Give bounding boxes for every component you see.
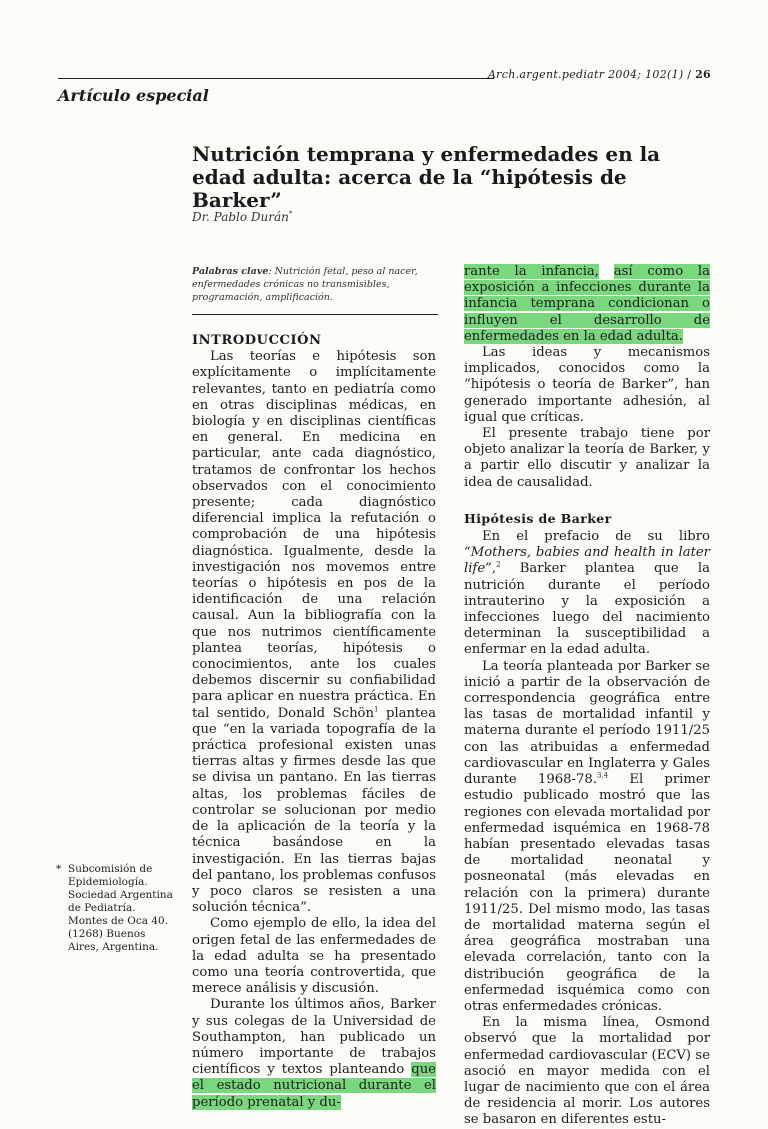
intro-heading: INTRODUCCIÓN: [192, 333, 322, 348]
osmond-paragraph: En la misma línea, Osmond observó que la mortalidad por enfermedad cardiovascular (ECV) se asoció en mayor medida con el lugar de nacimiento que con el área de residencia al morir. Los autores se basaron en diferentes estu-: [464, 1015, 710, 1128]
footnote-marker: *: [56, 863, 62, 875]
highlight-prenatal: que el estado nutricional durante el período prenatal y du-: [192, 1062, 436, 1110]
barker-subheading: Hipótesis de Barker: [464, 510, 612, 526]
column-left: [192, 333, 436, 1111]
citation-2: 2: [496, 561, 501, 570]
intro-p1-text-a: Las teorías e hipótesis son explícitamente o implícitamente relevantes, tanto en pediatría como en otras disciplinas médicas, en biología y en disciplinas científicas en general. En medicina en particular, ante cada diagnóstico, tratamos de confrontar los hechos observados con el conocimiento presente; cada diagnóstico diferencial implica la refutación o comprobación de una hipótesis diagnóstica. Igualmente, desde la investigación nos movemos entre teorías o hipótesis en pos de la identificación de una relación causal. Aun la bibliografía con la que nos nutrimos científicamente plantea teorías, hipótesis o conocimientos, ante los cuales debemos discernir su confiabilidad para aplicar en nuestra práctica. En tal sentido, Donald Schön: [192, 349, 436, 721]
preface-text-b: Barker plantea que la nutrición durante el período intrauterino y la exposición a infecciones luego del nacimiento determinan la susceptibilidad a enfermar en la edad adulta.: [464, 561, 710, 658]
page-separator: /: [687, 68, 692, 81]
theory-paragraph: [464, 659, 710, 1015]
footnote-text: Subcomisión de Epidemiología. Sociedad Argentina de Pediatría. Montes de Oca 40. (1268) Buenos Aires, Argentina.: [68, 863, 173, 953]
citation-3-4: 3,4: [596, 771, 609, 780]
journal-citation: Arch.argent.pediatr 2004; 102(1): [487, 68, 684, 81]
keywords-divider: [192, 314, 438, 315]
theory-text-a: La teoría planteada por Barker se inició a partir de la observación de correspondencia geográfica entre las tasas de mortalidad infantil y materna durante el período 1911/25 con las atribuidas a enfermedad cardiovascular en Inglaterra y Gales durante 1968-78.: [464, 658, 710, 788]
journal-reference: [488, 68, 711, 81]
intro-p1-text-b: plantea que “en la variada topografía de la práctica profesional existen unas tierras altas y firmes desde las que se divisa un pantano. En las tierras altas, los problemas fáciles de controlar se solucionan por medio de la aplicación de la teoría y la técnica basándose en la investigación. En las tierras bajas del pantano, los problemas confusos y poco claros se resisten a una solución técnica”.: [192, 705, 436, 916]
keywords-label: Palabras clave: [192, 266, 269, 277]
page-number: 26: [695, 68, 711, 81]
keywords-text: : Nutrición fetal, peso al nacer, enfermedades crónicas no transmisibles, programación, amplificación.: [192, 266, 418, 303]
keywords: [192, 265, 438, 304]
highlight-infections: así como la exposición a infecciones durante la infancia temprana condicionan o influyen el desarrollo de enfermedades en la edad adulta.: [464, 264, 710, 344]
preface-paragraph: En el prefacio de su libro “Mothers, babies and health in later life”,$^2$ Barker plantea que la nutrición durante el período intrauterino y la exposición a infecciones luego del nacimiento determinan la susceptibilidad a enfermar en la edad adulta.: [464, 529, 710, 658]
citation-1: 1: [374, 705, 379, 714]
intro-paragraph-3: [192, 997, 436, 1110]
preface-text-a: En el prefacio de su libro: [482, 529, 710, 545]
theory-text-b: El primer estudio publicado mostró que las regiones con elevada mortalidad por enfermedad isquémica en 1968-78 habían presentado elevadas tasas de mortalidad neonatal y posneonatal (más elevadas en relación con la primera) durante 1911/25. Del mismo modo, las tasas de mortalidad materna según el área geográfica mostraban una elevada correlación, tanto con la distribución geográfica de la enfermedad isquémica como con otras enfermedades crónicas.: [464, 772, 710, 1014]
highlight-infancy: rante la infancia,: [464, 264, 599, 279]
ideas-paragraph: Las ideas y mecanismos implicados, conocidos como la “hipótesis o teoría de Barker”, han generado importante adhesión, al igual que críticas.: [464, 345, 710, 425]
continued-paragraph: [464, 264, 710, 345]
header-rule: [58, 78, 494, 79]
author-footnote-mark: *: [288, 210, 293, 218]
article-title: Nutrición temprana y enfermedades en la edad adulta: acerca de la “hipótesis de Barker”: [192, 142, 661, 212]
intro-p3-text: Durante los últimos años, Barker y sus colegas de la Universidad de Southampton, han publicado un número importante de trabajos científicos y textos planteando: [192, 997, 436, 1078]
book-title: “Mothers, babies and health in later life”: [464, 545, 710, 577]
column-right: [464, 264, 710, 1129]
affiliation-footnote: [56, 863, 176, 954]
section-label: Artículo especial: [58, 86, 209, 105]
intro-paragraph-2: Como ejemplo de ello, la idea del origen fetal de las enfermedades de la edad adulta se ha presentado como una teoría controvertida, que merece análisis y discusión.: [192, 916, 436, 997]
author-name: Dr. Pablo Durán: [192, 210, 289, 224]
author-line: [192, 210, 292, 224]
objective-paragraph: El presente trabajo tiene por objeto analizar la teoría de Barker, y a partir ello discutir y analizar la idea de causalidad.: [464, 426, 710, 490]
intro-paragraph-1: [192, 349, 436, 916]
